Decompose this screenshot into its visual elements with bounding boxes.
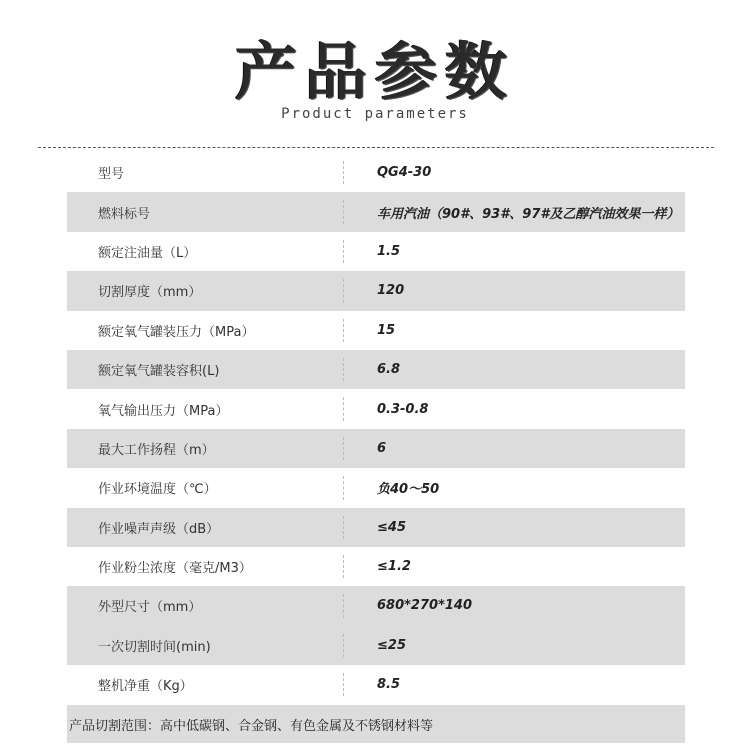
column-separator — [343, 594, 344, 617]
param-row-model — [67, 153, 685, 192]
parameters-table — [67, 153, 685, 704]
column-separator — [343, 279, 344, 302]
column-separator — [343, 555, 344, 578]
column-separator — [343, 634, 344, 657]
param-value: 120 — [377, 283, 405, 299]
param-label: 额定注油量（L） — [98, 245, 197, 261]
column-separator — [343, 319, 344, 342]
param-label: 氧气输出压力（MPa） — [98, 403, 229, 419]
param-label: 外型尺寸（mm） — [98, 600, 202, 616]
page-subtitle: Product parameters — [281, 106, 469, 122]
param-row-oxygen-output — [67, 389, 685, 428]
param-row-dust — [67, 547, 685, 586]
param-value: QG4-30 — [377, 165, 432, 181]
param-label: 作业粉尘浓度（毫克/M3） — [98, 561, 252, 577]
param-row-cut-time — [67, 626, 685, 665]
param-label: 作业噪声声级（dB） — [98, 521, 220, 537]
param-value: 15 — [377, 322, 396, 338]
param-label: 整机净重（Kg） — [98, 679, 193, 695]
param-row-oxygen-pressure — [67, 311, 685, 350]
param-row-max-lift — [67, 429, 685, 468]
column-separator — [343, 200, 344, 223]
param-row-weight — [67, 665, 685, 704]
param-label: 型号 — [98, 167, 125, 183]
param-label: 燃料标号 — [98, 206, 151, 222]
column-separator — [343, 358, 344, 381]
cutting-range-note — [67, 705, 685, 743]
param-label: 额定氧气罐装容积(L) — [98, 364, 220, 380]
param-label: 一次切割时间(min) — [98, 639, 211, 655]
cutting-range-text: 产品切割范围：高中低碳钢、合金钢、有色金属及不锈钢材料等 — [69, 718, 434, 734]
column-separator — [343, 397, 344, 420]
param-value: ≤25 — [377, 637, 406, 653]
param-row-noise — [67, 508, 685, 547]
param-row-dimensions — [67, 586, 685, 625]
page-title: 产品参数 — [234, 35, 515, 108]
param-value: 1.5 — [377, 243, 401, 259]
column-separator — [343, 161, 344, 184]
param-value: ≤45 — [377, 519, 406, 535]
param-row-cut-thickness — [67, 271, 685, 310]
param-value: 6 — [377, 440, 387, 456]
dashed-divider — [38, 147, 714, 148]
column-separator — [343, 240, 344, 263]
param-label: 作业环境温度（℃） — [98, 482, 217, 498]
param-row-oxygen-volume — [67, 350, 685, 389]
column-separator — [343, 476, 344, 499]
param-row-fuel — [67, 192, 685, 231]
param-value: 8.5 — [377, 677, 401, 693]
param-value: 680*270*140 — [377, 598, 473, 614]
param-label: 切割厚度（mm） — [98, 285, 202, 301]
param-value: 负40～50 — [377, 482, 440, 498]
column-separator — [343, 673, 344, 696]
param-label: 额定氧气罐装压力（MPa） — [98, 324, 255, 340]
param-value: 车用汽油（90#、93#、97#及乙醇汽油效果一样） — [377, 206, 680, 222]
column-separator — [343, 437, 344, 460]
param-row-fuel-volume — [67, 232, 685, 271]
param-value: 6.8 — [377, 362, 401, 378]
param-value: ≤1.2 — [377, 559, 411, 575]
column-separator — [343, 516, 344, 539]
param-label: 最大工作扬程（m） — [98, 442, 215, 458]
param-value: 0.3-0.8 — [377, 401, 429, 417]
param-row-temperature — [67, 468, 685, 507]
